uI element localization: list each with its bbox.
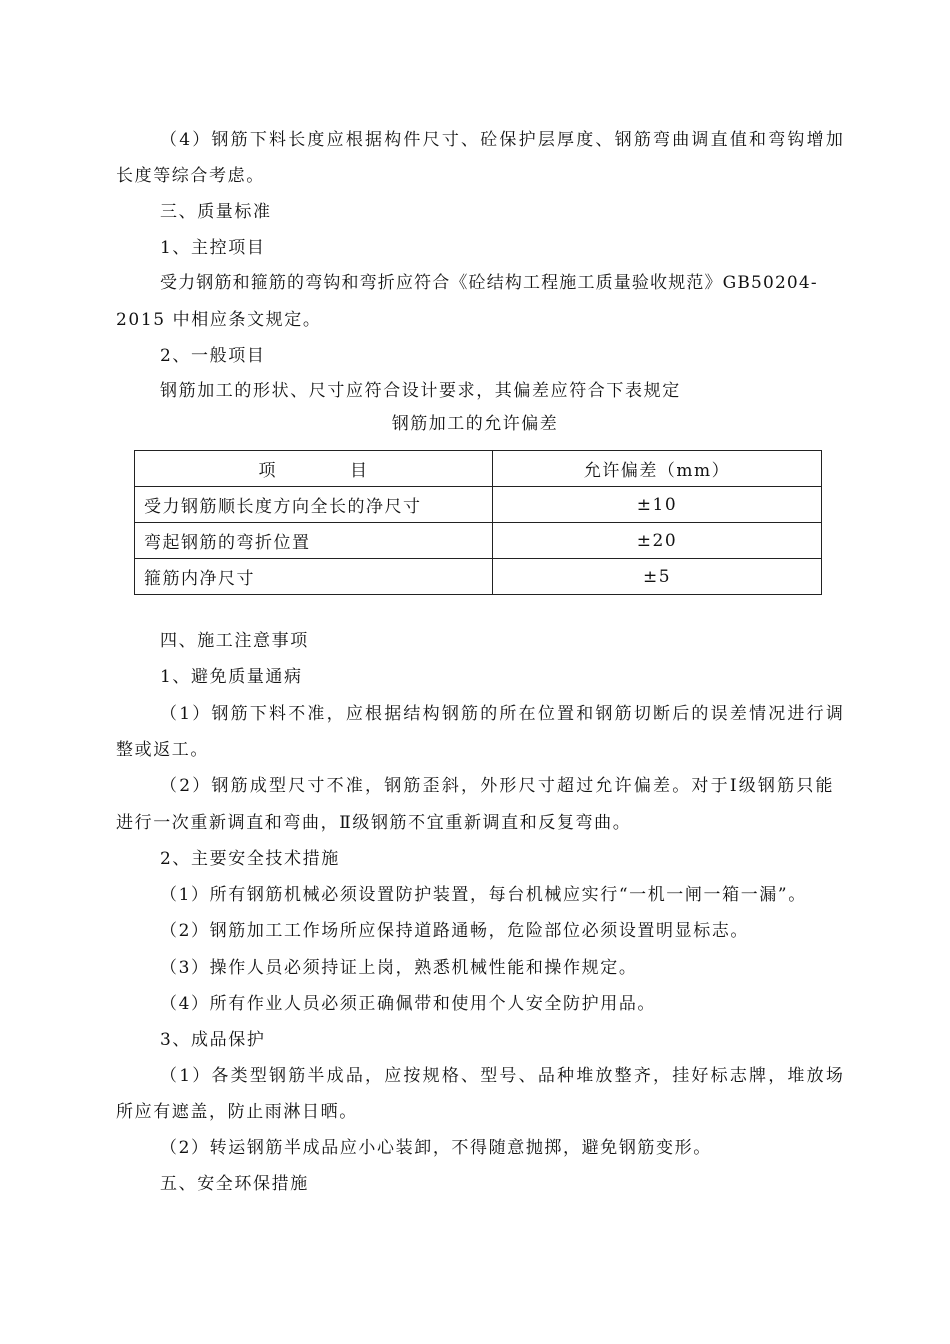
paragraph-text: （4）钢筋下料长度应根据构件尺寸、砼保护层厚度、钢筋弯曲调直值和弯钩增加 <box>160 130 846 150</box>
paragraph-text: 受力钢筋和箍筋的弯钩和弯折应符合《砼结构工程施工质量验收规范》GB50204- <box>160 273 818 293</box>
section-heading: 三、质量标准 <box>160 202 272 222</box>
paragraph-text: 所应有遮盖，防止雨淋日晒。 <box>116 1102 358 1122</box>
row-item: 受力钢筋顺长度方向全长的净尺寸 <box>135 487 493 523</box>
paragraph-text: （4）所有作业人员必须正确佩带和使用个人安全防护用品。 <box>160 994 657 1014</box>
subsection-heading: 1、避免质量通病 <box>160 667 303 687</box>
paragraph-text: （1）钢筋下料不准，应根据结构钢筋的所在位置和钢筋切断后的误差情况进行调 <box>160 704 846 724</box>
row-tolerance: ±5 <box>493 559 822 595</box>
tolerance-table <box>134 450 822 595</box>
paragraph-text: （2）钢筋加工工作场所应保持道路通畅，危险部位必须设置明显标志。 <box>160 921 750 941</box>
subsection-heading: 3、成品保护 <box>160 1030 266 1050</box>
paragraph-text: （2）钢筋成型尺寸不准，钢筋歪斜，外形尺寸超过允许偏差。对于Ⅰ级钢筋只能 <box>160 776 835 796</box>
paragraph-text: （2）转运钢筋半成品应小心装卸，不得随意抛掷，避免钢筋变形。 <box>160 1138 712 1158</box>
header-tolerance: 允许偏差（mm） <box>493 451 822 487</box>
paragraph-text: 2015 中相应条文规定。 <box>116 310 322 330</box>
section-heading: 五、安全环保措施 <box>160 1174 309 1194</box>
paragraph-text: 进行一次重新调直和弯曲，Ⅱ级钢筋不宜重新调直和反复弯曲。 <box>116 813 632 833</box>
section-heading: 四、施工注意事项 <box>160 631 309 651</box>
paragraph-text: 钢筋加工的形状、尺寸应符合设计要求，其偏差应符合下表规定 <box>160 381 681 401</box>
subsection-heading: 1、主控项目 <box>160 238 266 258</box>
paragraph-text: （1）各类型钢筋半成品，应按规格、型号、品种堆放整齐，挂好标志牌，堆放场 <box>160 1066 846 1086</box>
header-item: 项 目 <box>135 451 493 487</box>
table-row <box>135 487 822 523</box>
table-row <box>135 559 822 595</box>
table-row <box>135 523 822 559</box>
paragraph-text: （3）操作人员必须持证上岗，熟悉机械性能和操作规定。 <box>160 958 638 978</box>
row-tolerance: ±20 <box>493 523 822 559</box>
table-caption: 钢筋加工的允许偏差 <box>391 414 559 434</box>
paragraph-text: （1）所有钢筋机械必须设置防护装置，每台机械应实行“一机一闸一箱一漏”。 <box>160 885 807 905</box>
subsection-heading: 2、一般项目 <box>160 346 266 366</box>
row-item: 箍筋内净尺寸 <box>135 559 493 595</box>
subsection-heading: 2、主要安全技术措施 <box>160 849 340 869</box>
row-tolerance: ±10 <box>493 487 822 523</box>
paragraph-text: 整或返工。 <box>116 740 209 760</box>
table-header-row <box>135 451 822 487</box>
paragraph-text: 长度等综合考虑。 <box>116 166 265 186</box>
row-item: 弯起钢筋的弯折位置 <box>135 523 493 559</box>
